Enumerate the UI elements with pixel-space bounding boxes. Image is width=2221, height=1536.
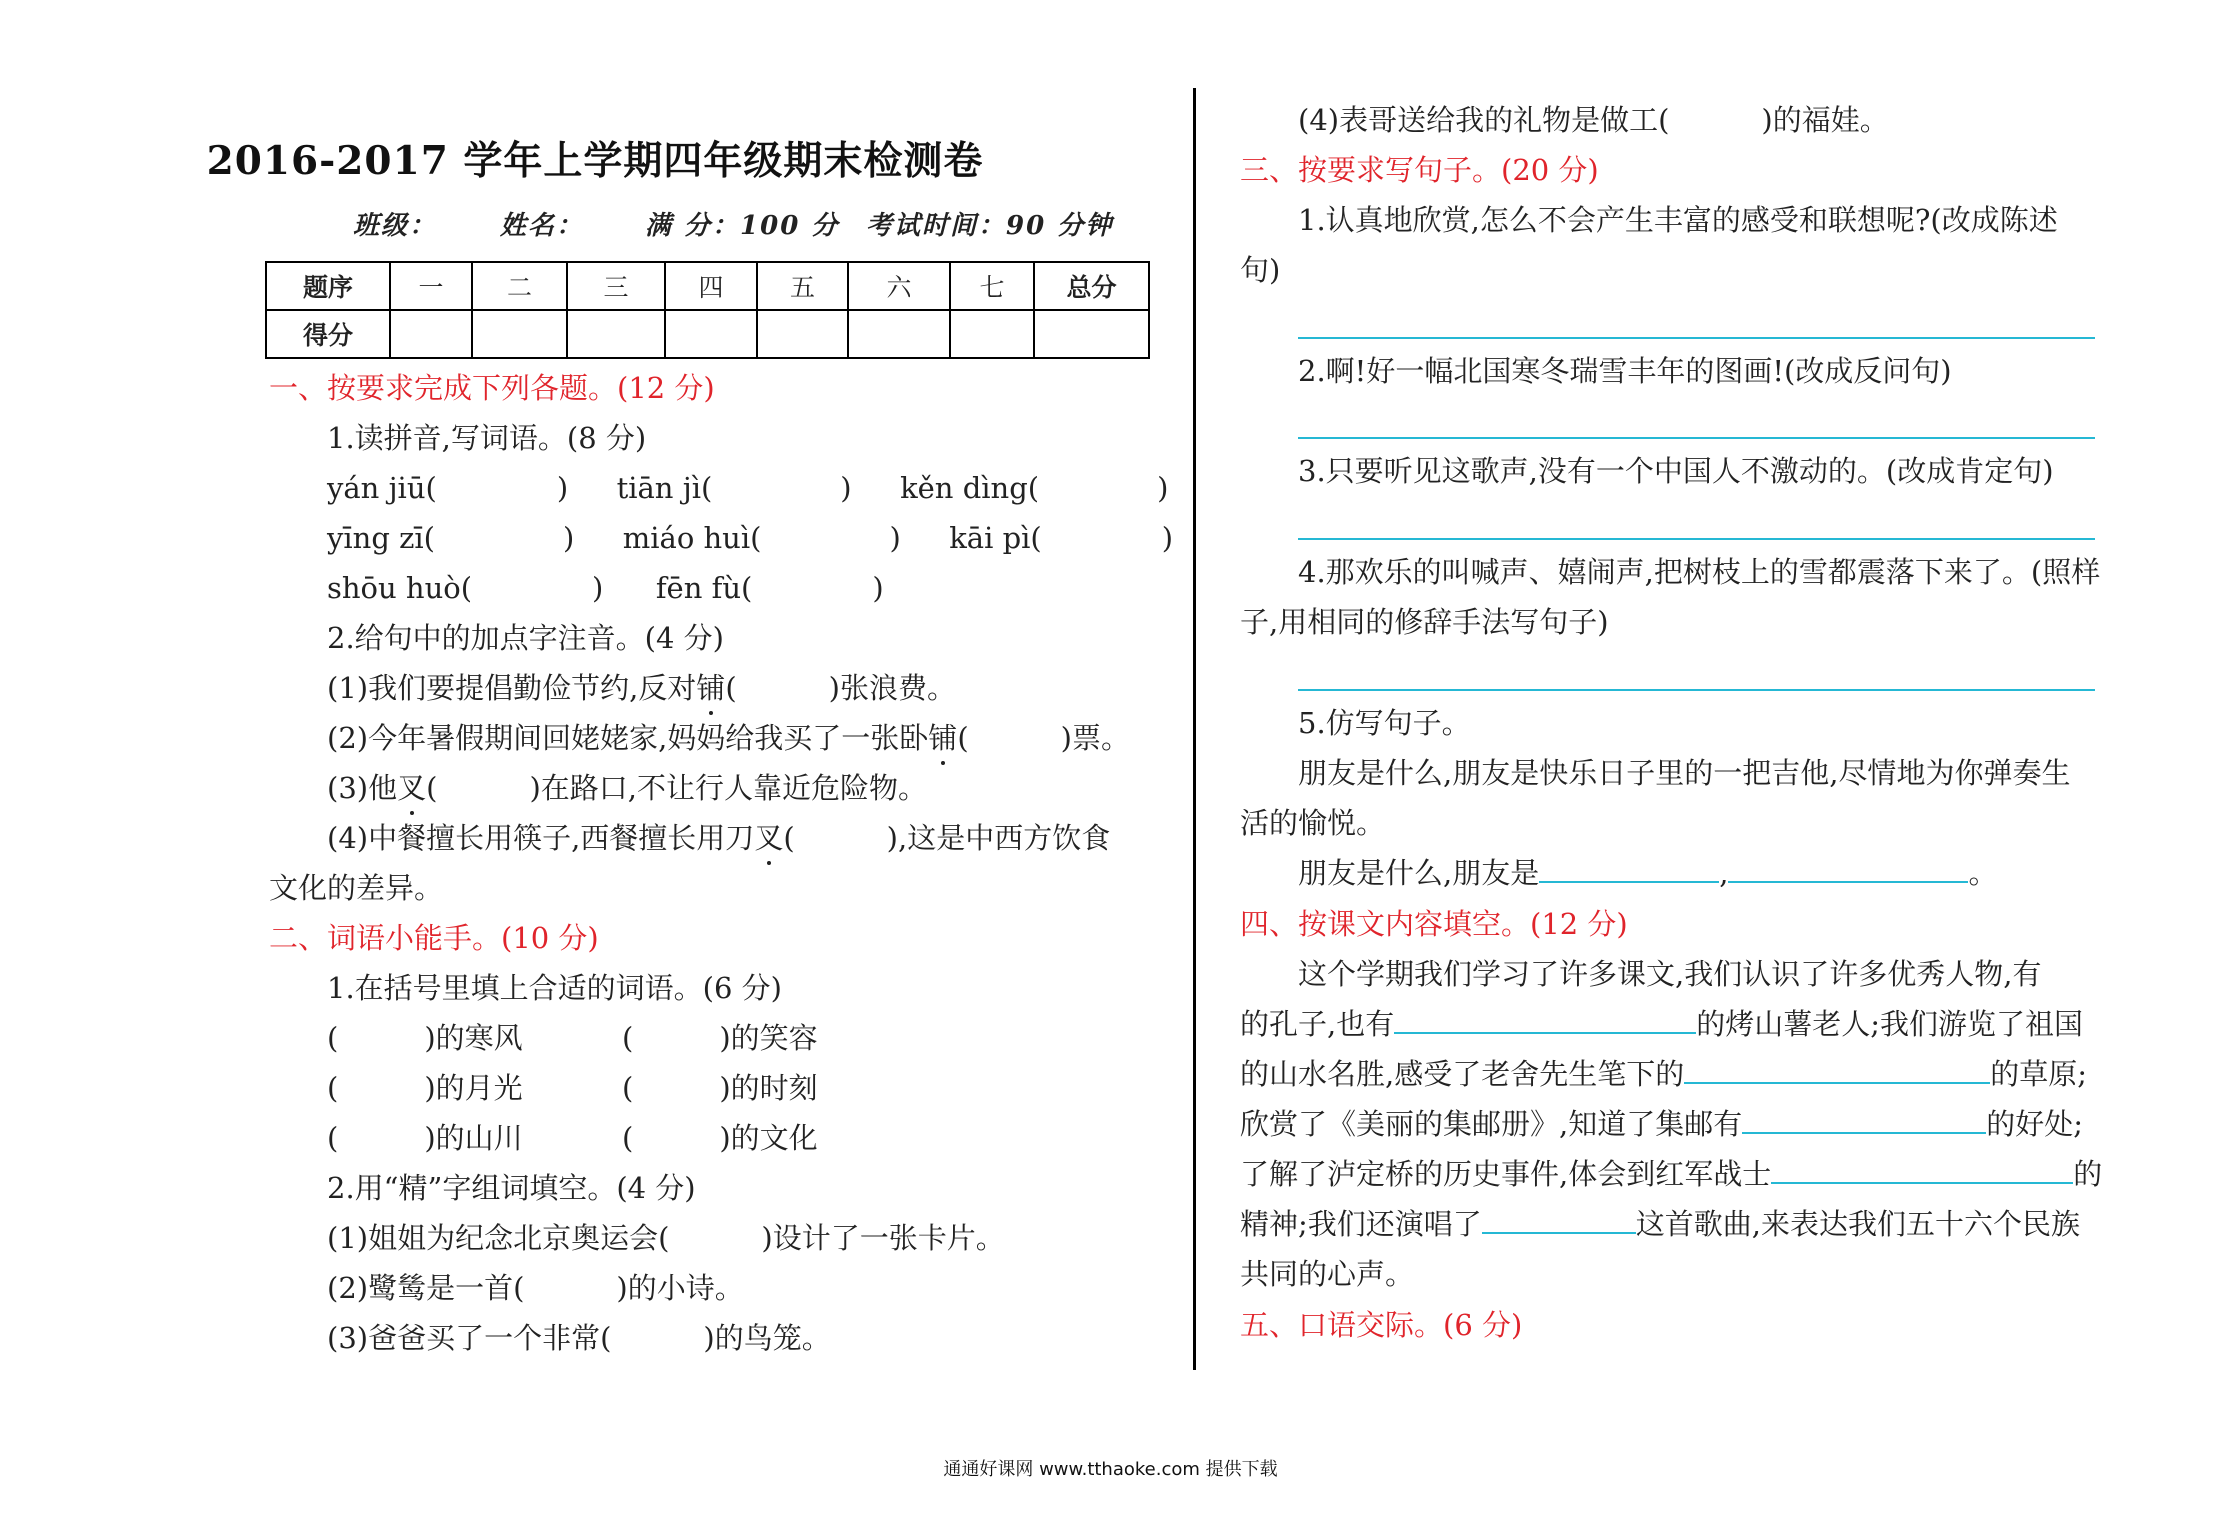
section-4-heading: 四、按课文内容填空。(12 分)	[1240, 907, 1628, 941]
answer-blank[interactable]	[1539, 851, 1719, 883]
sentence-text: 朋友是什么,朋友是	[1298, 856, 1540, 890]
pinyin-row	[327, 516, 1173, 560]
paren-close: )	[1157, 471, 1169, 505]
task-3: 3.只要听见这歌声,没有一个中国人不激动的。(改成肯定句)	[1298, 454, 2054, 488]
fill-text: )的寒风	[424, 1021, 523, 1055]
answer-blank[interactable]	[1684, 1052, 1990, 1084]
sentence-2	[327, 716, 1130, 760]
passage-text: 的	[2073, 1157, 2103, 1191]
answer-line[interactable]	[1298, 538, 2095, 540]
task-1-continued: 句)	[1240, 253, 1281, 287]
sentence-text: (2)鹭鸶是一首(	[327, 1271, 525, 1305]
score-table-score-row	[266, 310, 1149, 358]
fill-text: )的月光	[424, 1071, 523, 1105]
sentence-text: )的小诗。	[616, 1271, 744, 1305]
sentence-text: )张浪费。	[828, 671, 956, 705]
punctuation: ,	[1719, 856, 1729, 890]
passage-line: 共同的心声。	[1240, 1257, 1415, 1291]
table-cell: 二	[472, 262, 567, 310]
dotted-character: 叉	[397, 771, 427, 805]
pinyin-item: yán jiū(	[327, 471, 437, 505]
pinyin-item: kāi pì(	[949, 521, 1042, 555]
pinyin-row	[327, 566, 884, 610]
paren-open: (	[327, 1021, 339, 1055]
paren-close: )	[563, 521, 575, 555]
pinyin-item: tiān jì(	[616, 471, 713, 505]
exam-time-label: 考试时间：90 分钟	[866, 211, 1114, 241]
passage-text: 欣赏了《美丽的集邮册》,知道了集邮有	[1240, 1107, 1743, 1141]
passage-line	[1240, 1052, 2087, 1096]
sentence-4	[327, 816, 1110, 860]
score-input-cell[interactable]	[472, 310, 567, 358]
fill-row	[327, 1016, 523, 1060]
sentence-text: )的鸟笼。	[703, 1321, 831, 1355]
passage-text: 这首歌曲,来表达我们五十六个民族	[1635, 1207, 2081, 1241]
question-1-1: 1.读拼音,写词语。(8 分)	[327, 421, 647, 455]
sentence-text: )票。	[1060, 721, 1130, 755]
exam-title: 2016-2017 学年上学期四年级期末检测卷	[206, 138, 984, 184]
dotted-character: 铺	[696, 671, 726, 705]
fill-text: )的文化	[719, 1121, 818, 1155]
task-4-continued: 子,用相同的修辞手法写句子)	[1240, 605, 1609, 639]
table-cell: 五	[757, 262, 848, 310]
passage-line	[1240, 1002, 2083, 1046]
passage-line: 这个学期我们学习了许多课文,我们认识了许多优秀人物,有	[1298, 957, 2042, 991]
sentence-text: )在路口,不让行人靠近危险物。	[529, 771, 927, 805]
answer-blank[interactable]	[1771, 1152, 2073, 1184]
answer-line[interactable]	[1298, 437, 2095, 439]
table-cell: 四	[665, 262, 757, 310]
fill-text: )的时刻	[719, 1071, 818, 1105]
task-5-example-continued: 活的愉悦。	[1240, 806, 1386, 840]
passage-text: 的孔子,也有	[1240, 1007, 1395, 1041]
jing-sentence-3	[327, 1316, 831, 1360]
sentence-text: ),这是中西方饮食	[886, 821, 1111, 855]
question-2-2: 2.用“精”字组词填空。(4 分)	[327, 1171, 696, 1205]
fill-row	[622, 1066, 818, 1110]
section-2-heading: 二、词语小能手。(10 分)	[269, 921, 599, 955]
score-input-cell[interactable]	[390, 310, 472, 358]
paren-open: (	[622, 1121, 634, 1155]
task-4: 4.那欢乐的叫喊声、嬉闹声,把树枝上的雪都震落下来了。(照样	[1298, 555, 2101, 589]
sentence-3	[327, 766, 927, 810]
paren-close: )	[889, 521, 901, 555]
pinyin-item: shōu huò(	[327, 571, 473, 605]
score-input-cell[interactable]	[567, 310, 665, 358]
paren-open: (	[426, 771, 438, 805]
paren-open: (	[725, 671, 737, 705]
pinyin-item: yīng zī(	[327, 521, 435, 555]
pinyin-item: miáo huì(	[622, 521, 762, 555]
sentence-text: (4)中餐擅长用筷子,西餐擅长用刀	[327, 821, 755, 855]
dotted-character: 铺	[928, 721, 958, 755]
passage-text: 了解了泸定桥的历史事件,体会到红军战士	[1240, 1157, 1772, 1191]
section-3-heading: 三、按要求写句子。(20 分)	[1240, 153, 1599, 187]
pinyin-row	[327, 466, 1168, 510]
paren-close: )	[872, 571, 884, 605]
jing-sentence-1	[327, 1216, 1005, 1260]
table-cell: 总分	[1034, 262, 1149, 310]
score-input-cell[interactable]	[848, 310, 950, 358]
sentence-text: )的福娃。	[1761, 103, 1889, 137]
answer-blank[interactable]	[1482, 1202, 1636, 1234]
punctuation: 。	[1968, 856, 1998, 890]
passage-text: 的烤山薯老人;我们游览了祖国	[1696, 1007, 2083, 1041]
table-cell: 题序	[266, 262, 390, 310]
fill-row	[327, 1066, 523, 1110]
task-2: 2.啊!好一幅北国寒冬瑞雪丰年的图画!(改成反问句)	[1298, 354, 1952, 388]
sentence-text: (1)姐姐为纪念北京奥运会(	[327, 1221, 670, 1255]
paren-close: )	[840, 471, 852, 505]
sentence-1	[327, 666, 956, 710]
fill-row	[327, 1116, 523, 1160]
paren-open: (	[957, 721, 969, 755]
task-5-imitation	[1298, 851, 1997, 895]
name-field-label: 姓名：	[500, 211, 585, 241]
jing-sentence-2	[327, 1266, 744, 1310]
pinyin-item: fēn fù(	[655, 571, 753, 605]
passage-text: 精神;我们还演唱了	[1240, 1207, 1482, 1241]
answer-line[interactable]	[1298, 689, 2095, 691]
task-5: 5.仿写句子。	[1298, 706, 1471, 740]
paren-open: (	[622, 1021, 634, 1055]
sentence-text: (3)爸爸买了一个非常(	[327, 1321, 612, 1355]
passage-line	[1240, 1152, 2102, 1196]
task-1: 1.认真地欣赏,怎么不会产生丰富的感受和联想呢?(改成陈述	[1298, 203, 2058, 237]
paren-open: (	[622, 1071, 634, 1105]
sentence-text: (2)今年暑假期间回姥姥家,妈妈给我买了一张卧	[327, 721, 929, 755]
section-1-heading: 一、按要求完成下列各题。(12 分)	[269, 371, 715, 405]
question-2-1: 1.在括号里填上合适的词语。(6 分)	[327, 971, 782, 1005]
sentence-text: (4)表哥送给我的礼物是做工(	[1298, 103, 1670, 137]
table-cell: 得分	[266, 310, 390, 358]
footer-credit: 通通好课网 www.tthaoke.com 提供下载	[943, 1459, 1278, 1480]
paren-close: )	[1161, 521, 1174, 555]
score-table-header-row	[266, 262, 1149, 310]
fill-row	[622, 1016, 818, 1060]
fill-text: )的山川	[424, 1121, 523, 1155]
score-input-cell[interactable]	[1034, 310, 1149, 358]
table-cell: 三	[567, 262, 665, 310]
paren-close: )	[592, 571, 604, 605]
table-cell: 六	[848, 262, 950, 310]
task-5-example: 朋友是什么,朋友是快乐日子里的一把吉他,尽情地为你弹奏生	[1298, 756, 2071, 790]
class-field-label: 班级：	[353, 211, 438, 241]
score-table	[265, 261, 1150, 359]
full-score-label: 满 分：100 分	[645, 211, 840, 241]
sentence-4-continued: 文化的差异。	[269, 871, 444, 905]
score-input-cell[interactable]	[665, 310, 757, 358]
section-5-heading: 五、口语交际。(6 分)	[1240, 1308, 1523, 1342]
answer-blank[interactable]	[1394, 1002, 1696, 1034]
right-column	[1195, 0, 2221, 1536]
answer-line[interactable]	[1298, 337, 2095, 339]
passage-text: 的草原;	[1990, 1057, 2088, 1091]
passage-text: 的好处;	[1986, 1107, 2084, 1141]
score-input-cell[interactable]	[757, 310, 848, 358]
sentence-text: (3)他	[327, 771, 398, 805]
paren-open: (	[783, 821, 795, 855]
pinyin-item: kěn dìng(	[900, 471, 1040, 505]
paren-close: )	[556, 471, 569, 505]
paren-open: (	[327, 1121, 339, 1155]
passage-line	[1240, 1102, 2083, 1146]
fill-text: )的笑容	[719, 1021, 818, 1055]
fill-row	[622, 1116, 818, 1160]
jing-sentence-4	[1298, 98, 1889, 142]
table-cell: 一	[390, 262, 472, 310]
sentence-text: (1)我们要提倡勤俭节约,反对	[327, 671, 697, 705]
passage-line	[1240, 1202, 2080, 1246]
passage-text: 的山水名胜,感受了老舍先生笔下的	[1240, 1057, 1685, 1091]
score-input-cell[interactable]	[950, 310, 1034, 358]
answer-blank[interactable]	[1728, 851, 1968, 883]
question-1-2: 2.给句中的加点字注音。(4 分)	[327, 621, 724, 655]
paren-open: (	[327, 1071, 339, 1105]
answer-blank[interactable]	[1742, 1102, 1986, 1134]
dotted-character: 叉	[754, 821, 784, 855]
sentence-text: )设计了一张卡片。	[761, 1221, 1005, 1255]
table-cell: 七	[950, 262, 1034, 310]
